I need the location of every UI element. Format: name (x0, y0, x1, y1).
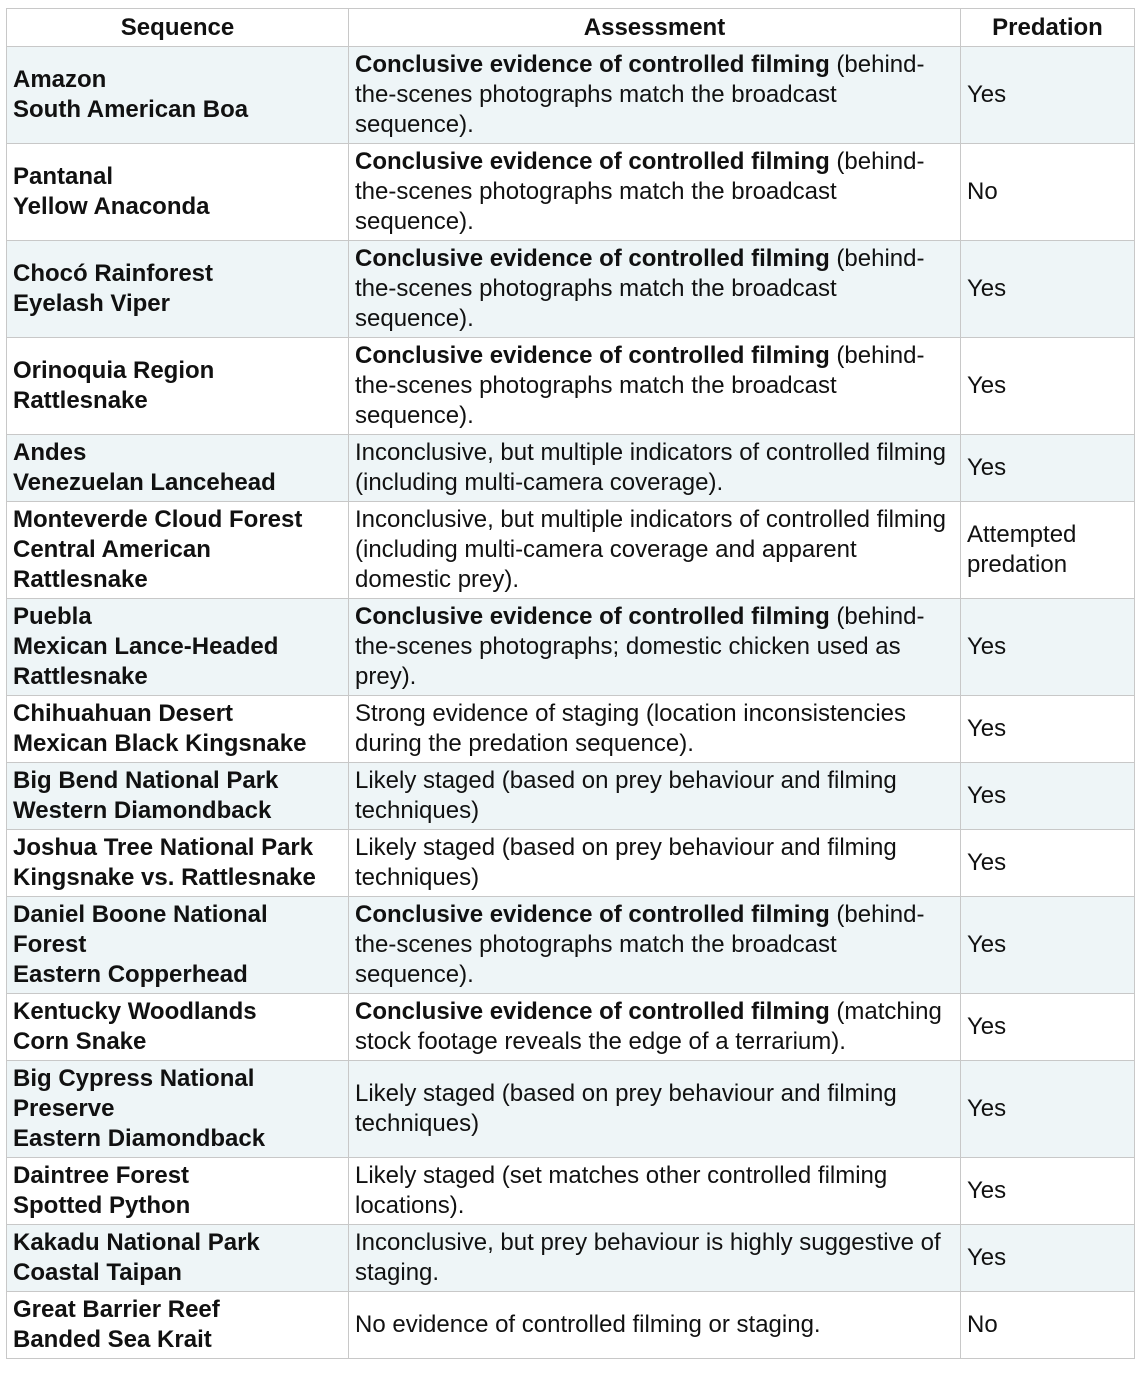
location-label: Joshua Tree National Park (13, 834, 314, 861)
table-row (7, 435, 1135, 502)
assessment-detail: Strong evidence of staging (location inconsistencies during the predation sequence). (355, 700, 906, 757)
staging-assessment-table (6, 8, 1135, 1359)
table-row (7, 994, 1135, 1061)
sequence-cell (7, 435, 349, 502)
sequence-cell (7, 47, 349, 144)
species-label: Yellow Anaconda (13, 193, 210, 220)
table-row (7, 897, 1135, 994)
assessment-cell (349, 1061, 961, 1158)
location-label: Monteverde Cloud Forest (13, 506, 303, 533)
assessment-cell (349, 241, 961, 338)
location-label: Andes (13, 439, 87, 466)
sequence-cell (7, 830, 349, 897)
table-row (7, 599, 1135, 696)
location-label: Kakadu National Park (13, 1229, 260, 1256)
sequence-cell (7, 763, 349, 830)
assessment-detail: Likely staged (based on prey behaviour and filming techniques) (355, 1080, 897, 1137)
species-label: Eastern Diamondback (13, 1125, 266, 1152)
header-predation: Predation (961, 9, 1135, 47)
assessment-detail: (behind-the-scenes photographs match the broadcast sequence). (355, 245, 925, 332)
location-label: Daintree Forest (13, 1162, 190, 1189)
table-row (7, 1225, 1135, 1292)
assessment-cell (349, 435, 961, 502)
predation-cell: Attempted predation (961, 502, 1135, 599)
table-row (7, 830, 1135, 897)
assessment-verdict: Conclusive evidence of controlled filming (355, 342, 830, 369)
species-label: Corn Snake (13, 1028, 147, 1055)
sequence-cell (7, 1158, 349, 1225)
predation-cell: Yes (961, 830, 1135, 897)
species-label: Mexican Black Kingsnake (13, 730, 307, 757)
assessment-cell (349, 502, 961, 599)
assessment-detail: (behind-the-scenes photographs match the broadcast sequence). (355, 148, 925, 235)
species-label: Western Diamondback (13, 797, 272, 824)
location-label: Puebla (13, 603, 92, 630)
sequence-cell (7, 144, 349, 241)
species-label: Central American Rattlesnake (13, 536, 211, 593)
assessment-verdict: Conclusive evidence of controlled filming (355, 998, 830, 1025)
assessment-cell (349, 994, 961, 1061)
assessment-detail: Likely staged (set matches other controlled filming locations). (355, 1162, 888, 1219)
table-row (7, 1292, 1135, 1359)
predation-cell: Yes (961, 241, 1135, 338)
sequence-cell (7, 502, 349, 599)
assessment-cell (349, 1292, 961, 1359)
table-row (7, 763, 1135, 830)
sequence-cell (7, 1292, 349, 1359)
predation-cell: Yes (961, 599, 1135, 696)
sequence-cell (7, 338, 349, 435)
assessment-detail: (behind-the-scenes photographs; domestic chicken used as prey). (355, 603, 925, 690)
species-label: Kingsnake vs. Rattlesnake (13, 864, 316, 891)
location-label: Amazon (13, 66, 107, 93)
assessment-verdict: Conclusive evidence of controlled filming (355, 901, 830, 928)
predation-cell: Yes (961, 696, 1135, 763)
assessment-detail: (behind-the-scenes photographs match the broadcast sequence). (355, 901, 925, 988)
species-label: South American Boa (13, 96, 249, 123)
assessment-cell (349, 897, 961, 994)
species-label: Eyelash Viper (13, 290, 170, 317)
table-row (7, 241, 1135, 338)
table-row (7, 1158, 1135, 1225)
assessment-cell (349, 1225, 961, 1292)
location-label: Big Cypress National Preserve (13, 1065, 255, 1122)
table-row (7, 47, 1135, 144)
assessment-detail: Inconclusive, but multiple indicators of controlled filming (including multi-camera coverage). (355, 439, 946, 496)
predation-cell: Yes (961, 763, 1135, 830)
assessment-cell (349, 830, 961, 897)
location-label: Big Bend National Park (13, 767, 279, 794)
assessment-detail: (behind-the-scenes photographs match the broadcast sequence). (355, 51, 925, 138)
table-row (7, 144, 1135, 241)
assessment-verdict: Conclusive evidence of controlled filming (355, 603, 830, 630)
location-label: Kentucky Woodlands (13, 998, 257, 1025)
assessment-verdict: Conclusive evidence of controlled filming (355, 51, 830, 78)
species-label: Rattlesnake (13, 387, 148, 414)
assessment-cell (349, 696, 961, 763)
species-label: Venezuelan Lancehead (13, 469, 276, 496)
predation-cell: Yes (961, 994, 1135, 1061)
assessment-cell (349, 338, 961, 435)
table-row (7, 502, 1135, 599)
predation-cell: Yes (961, 1061, 1135, 1158)
predation-cell: No (961, 144, 1135, 241)
assessment-cell (349, 599, 961, 696)
assessment-detail: Inconclusive, but prey behaviour is highly suggestive of staging. (355, 1229, 941, 1286)
location-label: Pantanal (13, 163, 114, 190)
predation-cell: Yes (961, 1225, 1135, 1292)
location-label: Chihuahuan Desert (13, 700, 234, 727)
table-row (7, 1061, 1135, 1158)
predation-cell: Yes (961, 1158, 1135, 1225)
sequence-cell (7, 994, 349, 1061)
assessment-detail: Likely staged (based on prey behaviour and filming techniques) (355, 767, 897, 824)
assessment-detail: Inconclusive, but multiple indicators of controlled filming (including multi-camera coverage and apparent domestic prey). (355, 506, 946, 593)
assessment-cell (349, 1158, 961, 1225)
table-row (7, 696, 1135, 763)
header-assessment: Assessment (349, 9, 961, 47)
assessment-detail: Likely staged (based on prey behaviour and filming techniques) (355, 834, 897, 891)
location-label: Chocó Rainforest (13, 260, 214, 287)
location-label: Orinoquia Region (13, 357, 215, 384)
assessment-detail: No evidence of controlled filming or staging. (355, 1311, 821, 1338)
sequence-cell (7, 1225, 349, 1292)
assessment-verdict: Conclusive evidence of controlled filming (355, 245, 830, 272)
predation-cell: Yes (961, 47, 1135, 144)
species-label: Mexican Lance-Headed Rattlesnake (13, 633, 279, 690)
assessment-verdict: Conclusive evidence of controlled filming (355, 148, 830, 175)
header-sequence: Sequence (7, 9, 349, 47)
location-label: Great Barrier Reef (13, 1296, 220, 1323)
assessment-detail: (behind-the-scenes photographs match the broadcast sequence). (355, 342, 925, 429)
predation-cell: Yes (961, 338, 1135, 435)
sequence-cell (7, 897, 349, 994)
assessment-cell (349, 763, 961, 830)
assessment-detail: (matching stock footage reveals the edge of a terrarium). (355, 998, 942, 1055)
location-label: Daniel Boone National Forest (13, 901, 268, 958)
sequence-cell (7, 599, 349, 696)
sequence-cell (7, 1061, 349, 1158)
species-label: Coastal Taipan (13, 1259, 182, 1286)
predation-cell: No (961, 1292, 1135, 1359)
species-label: Spotted Python (13, 1192, 191, 1219)
sequence-cell (7, 696, 349, 763)
header-row (7, 9, 1135, 47)
species-label: Banded Sea Krait (13, 1326, 212, 1353)
predation-cell: Yes (961, 435, 1135, 502)
assessment-cell (349, 47, 961, 144)
assessment-cell (349, 144, 961, 241)
predation-cell: Yes (961, 897, 1135, 994)
table-row (7, 338, 1135, 435)
species-label: Eastern Copperhead (13, 961, 248, 988)
sequence-cell (7, 241, 349, 338)
